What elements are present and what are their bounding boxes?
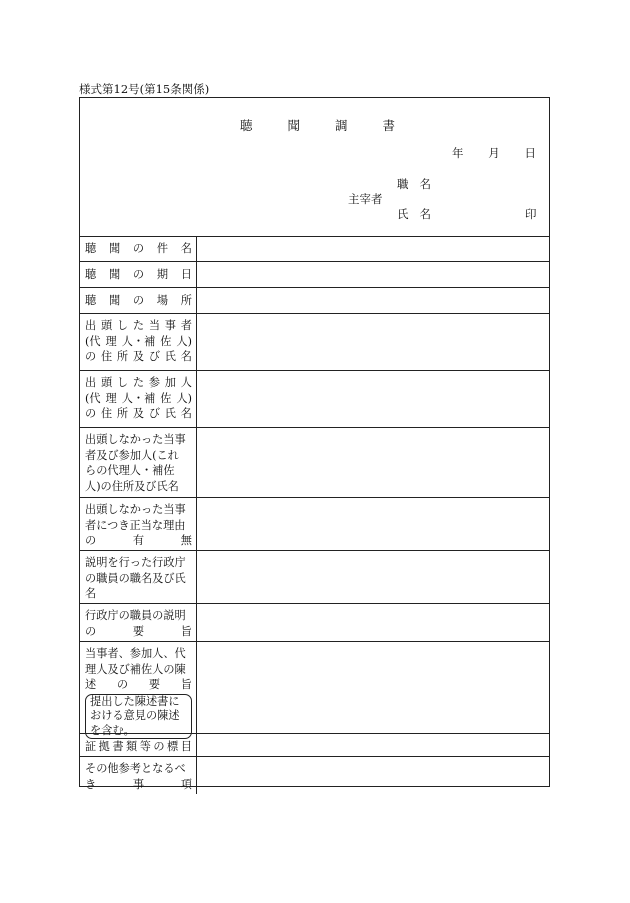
form-header (80, 98, 549, 237)
row-label-line (85, 267, 192, 283)
row-label-line (85, 406, 192, 422)
row-label (80, 604, 197, 641)
form-rows (80, 236, 549, 794)
row-label-line (85, 448, 192, 464)
label-text: 人 (180, 376, 192, 389)
row-value-cell[interactable] (197, 642, 549, 733)
label-text: の (85, 350, 97, 363)
row-label (80, 428, 197, 497)
label-text: (代 (85, 334, 101, 348)
label-text: 当 (148, 319, 161, 332)
label-text: の (153, 740, 165, 753)
label-text: 及 (132, 407, 145, 420)
label-text: 聴 (85, 294, 97, 307)
label-text: 佐 (160, 391, 172, 405)
label-text: 有 (132, 534, 145, 547)
bracket-note (85, 694, 192, 740)
row-label-line (85, 608, 192, 624)
note-line: を含む。 (90, 723, 135, 737)
label-text: の (132, 242, 145, 255)
row-label-line (85, 662, 192, 678)
label-text: 人・補 (121, 391, 156, 405)
form-row (80, 604, 549, 642)
row-value-cell[interactable] (197, 371, 549, 427)
label-text: 旨 (180, 678, 192, 691)
label-text: の (85, 407, 97, 420)
note-line: 提出した陳述書に (90, 694, 180, 708)
row-label (80, 734, 197, 756)
row-label (80, 262, 197, 287)
row-label (80, 371, 197, 427)
row-label-line (85, 739, 192, 755)
row-label-line (85, 391, 192, 407)
row-label-line (85, 375, 192, 391)
seal-mark: 印 (525, 207, 537, 221)
note-line: おける意見の陳述 (90, 709, 180, 722)
label-text: 事 (132, 777, 145, 791)
label-text: 名 (180, 407, 192, 420)
row-label-line (85, 479, 192, 495)
row-value-cell[interactable] (197, 734, 549, 756)
label-text: 理人及び補佐人の陳 (85, 662, 186, 676)
row-label-line (85, 761, 192, 777)
label-text: 標 (167, 740, 179, 753)
label-text: び (148, 407, 161, 420)
label-text: 出頭しなかった当事 (85, 433, 186, 446)
form-number: 様式第12号(第15条関係) (79, 82, 210, 96)
label-text: 無 (180, 534, 192, 547)
label-text: 拠 (98, 740, 110, 753)
row-label-line (85, 586, 192, 602)
form-row (80, 236, 549, 262)
label-text: 所 (116, 350, 129, 363)
label-text: 類 (126, 740, 138, 753)
row-label-line (85, 777, 192, 793)
label-text: 人)の住所及び氏名 (85, 479, 179, 493)
presider-label: 主宰者 (348, 192, 383, 206)
label-text: 頭 (100, 319, 113, 332)
row-label-line (85, 502, 192, 518)
form-row (80, 288, 549, 314)
label-text: 人) (176, 334, 192, 348)
label-text: 出 (85, 376, 97, 389)
label-text: の (85, 534, 97, 547)
label-text: 参 (148, 376, 161, 389)
row-label (80, 551, 197, 603)
label-text: らの代理人・補佐 (85, 464, 175, 477)
label-text: の職員の職名及び氏 (85, 571, 186, 585)
row-label-line (85, 646, 192, 662)
title-char: 調 (334, 118, 348, 133)
label-text: 証 (85, 740, 97, 753)
form-row (80, 551, 549, 604)
label-text: 者につき正当な理由 (85, 518, 186, 532)
label-text: 日 (180, 268, 192, 281)
row-label-line (85, 318, 192, 334)
month-label: 月 (488, 146, 500, 160)
label-text: し (116, 319, 129, 332)
label-text: 住 (100, 407, 113, 420)
row-value-cell[interactable] (197, 551, 549, 603)
row-value-cell[interactable] (197, 604, 549, 641)
label-text: 出 (85, 319, 97, 332)
row-value-cell[interactable] (197, 262, 549, 287)
row-label-line (85, 571, 192, 587)
label-text: 事 (164, 319, 176, 332)
label-text: 聴 (85, 268, 97, 281)
title-char: 聞 (287, 118, 300, 133)
label-text: 期 (156, 268, 169, 281)
row-value-cell[interactable] (197, 236, 549, 261)
row-label (80, 236, 197, 261)
label-text: 項 (180, 777, 192, 791)
label-text: 理 (105, 391, 117, 405)
day-label: 日 (524, 146, 536, 160)
row-label (80, 288, 197, 313)
label-text: 出頭しなかった当事 (85, 503, 186, 516)
label-text: た (132, 319, 145, 332)
row-label-line (85, 555, 192, 571)
job-title-label: 職 名 (397, 177, 431, 191)
label-text: 住 (100, 350, 113, 363)
row-value-cell[interactable] (197, 288, 549, 313)
label-text: 名 (85, 587, 97, 600)
label-text: し (116, 376, 129, 389)
label-text: 氏 (164, 350, 176, 363)
row-label-line (85, 463, 192, 479)
label-text: 聴 (85, 242, 97, 255)
row-label-line (85, 677, 192, 693)
label-text: 名 (180, 350, 192, 363)
label-text: 及 (132, 350, 145, 363)
row-label (80, 498, 197, 550)
form-title (240, 116, 395, 134)
label-text: 場 (156, 294, 169, 307)
row-label-line (85, 293, 192, 309)
label-text: 説明を行った行政庁 (85, 556, 186, 569)
label-text: 目 (180, 740, 192, 753)
date-line (452, 145, 536, 161)
label-text: き (85, 777, 97, 791)
label-text: 述 (85, 678, 97, 691)
name-label: 氏 名 (397, 207, 431, 221)
label-text: (代 (85, 391, 101, 405)
row-label (80, 642, 197, 737)
form-row (80, 757, 549, 794)
label-text: 聞 (108, 268, 121, 281)
label-text: 加 (164, 376, 176, 389)
label-text: 聞 (108, 242, 121, 255)
label-text: その他参考となるべ (85, 762, 186, 775)
label-text: 件 (156, 242, 169, 255)
form-row (80, 314, 549, 371)
form-row (80, 262, 549, 288)
label-text: の (85, 624, 97, 638)
row-label-line (85, 334, 192, 350)
row-label-line (85, 518, 192, 534)
form-row (80, 498, 549, 551)
row-label-line (85, 349, 192, 365)
label-text: 人) (176, 391, 192, 405)
label-text: 氏 (164, 407, 176, 420)
row-value-cell[interactable] (197, 428, 549, 497)
label-text: 書 (112, 740, 124, 753)
label-text: 理 (105, 334, 117, 348)
label-text: の (132, 268, 145, 281)
label-text: 行政庁の職員の説明 (85, 609, 186, 622)
label-text: 等 (139, 740, 151, 753)
hearing-record-form (79, 97, 550, 791)
row-label (80, 314, 197, 370)
label-text: 要 (148, 678, 161, 691)
label-text: 旨 (180, 624, 192, 638)
row-value-cell[interactable] (197, 757, 549, 794)
title-char: 書 (382, 118, 395, 133)
row-label (80, 757, 197, 794)
form-row (80, 428, 549, 498)
form-row (80, 734, 549, 757)
label-text: 当事者、参加人、代 (85, 647, 186, 660)
label-text: た (132, 376, 145, 389)
label-text: 頭 (100, 376, 113, 389)
title-char: 聴 (240, 118, 253, 133)
year-label: 年 (452, 146, 464, 160)
label-text: び (148, 350, 161, 363)
row-label-line (85, 624, 192, 640)
label-text: 所 (180, 294, 192, 307)
row-value-cell[interactable] (197, 314, 549, 370)
label-text: 人・補 (121, 334, 156, 348)
label-text: 所 (116, 407, 129, 420)
form-row (80, 371, 549, 428)
row-label-line (85, 533, 192, 549)
label-text: 要 (132, 624, 145, 638)
label-text: の (132, 294, 145, 307)
label-text: 聞 (108, 294, 121, 307)
label-text: 者 (180, 319, 192, 332)
row-value-cell[interactable] (197, 498, 549, 550)
label-text: 名 (180, 242, 192, 255)
form-row (80, 642, 549, 737)
row-label-line (85, 241, 192, 257)
label-text: 者及び参加人(これ (85, 448, 179, 462)
label-text: の (116, 678, 129, 691)
label-text: 佐 (160, 334, 172, 348)
row-label-line (85, 432, 192, 448)
